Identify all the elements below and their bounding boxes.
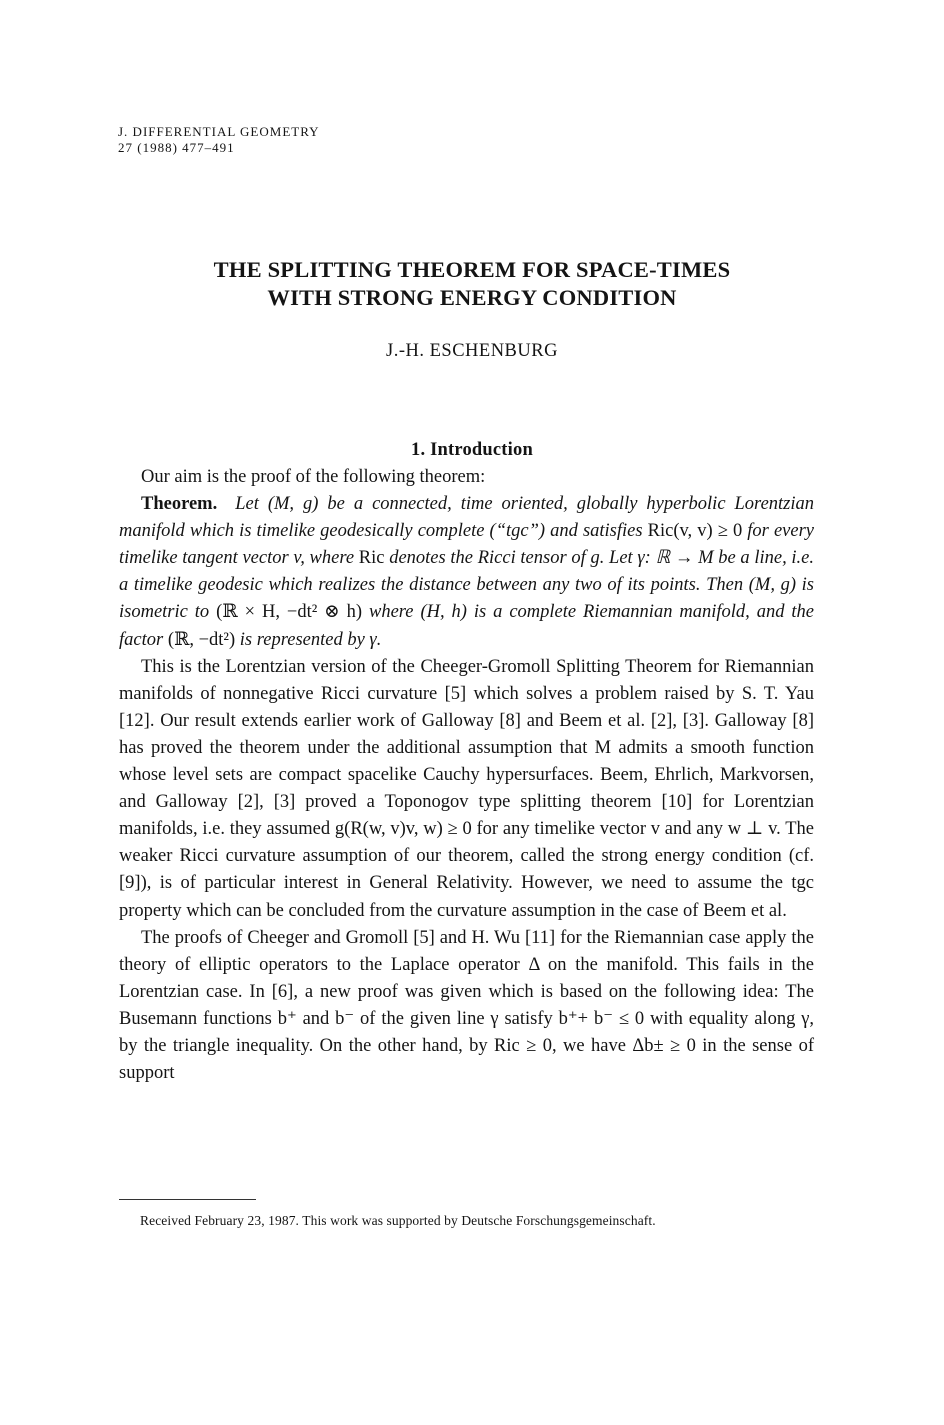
title-line-1: THE SPLITTING THEOREM FOR SPACE-TIMES — [213, 257, 731, 282]
author-name: J.-H. ESCHENBURG — [386, 341, 558, 361]
body-text — [119, 464, 814, 1087]
paper-title — [0, 256, 944, 312]
theorem-ric-condition: Ric(v, v) ≥ 0 — [647, 521, 743, 542]
section-heading: 1. Introduction — [411, 440, 533, 460]
theorem-paragraph — [119, 491, 814, 654]
paragraph-3: The proofs of Cheeger and Gromoll [5] and H. Wu [11] for the Riemannian case apply the theory of elliptic operators to the Laplace operator Δ on the manifold. This fails in the Lorentzian case. In [6], a new proof was given which is based on the following idea: The Busemann functions b⁺ and b⁻ of the given line γ satisfy b⁺+ b⁻ ≤ 0 with equality along γ, by the triangle inequality. On the other hand, by Ric ≥ 0, we have Δb± ≥ 0 in the sense of support — [119, 927, 814, 1084]
intro-paragraph: Our aim is the proof of the following theorem: — [141, 467, 486, 487]
journal-header — [118, 124, 320, 156]
theorem-text-3: denotes the Ricci tensor of g. Let γ: ℝ → M be a line, i.e. a timelike geodesic which realizes the distance between any two of its points. Then (M, g) is isometric to — [119, 548, 814, 623]
paragraph-2: This is the Lorentzian version of the Cheeger-Gromoll Splitting Theorem for Riemannian manifolds of nonnegative Ricci curvature [5] which solves a problem raised by S. T. Yau [12]. Our result extends earlier work of Galloway [8] and Beem et al. [2], [3]. Galloway [8] has proved the theorem under the additional assumption that M admits a smooth function whose level sets are compact spacelike Cauchy hypersurfaces. Beem, Ehrlich, Markvorsen, and Galloway [2], [3] proved a Toponogov type splitting theorem [10] for Lorentzian manifolds, i.e. they assumed g(R(w, v)v, w) ≥ 0 for any timelike vector v and any w ⊥ v. The weaker Ricci curvature assumption of our theorem, called the strong energy condition (cf. [9]), is of particular interest in General Relativity. However, we need to assume the tgc property which can be concluded from the curvature assumption in the case of Beem et al. — [119, 656, 814, 921]
theorem-factor: (ℝ, −dt²) — [167, 629, 236, 650]
theorem-label: Theorem. — [141, 494, 218, 515]
journal-name: J. DIFFERENTIAL GEOMETRY — [118, 124, 320, 139]
title-line-2: WITH STRONG ENERGY CONDITION — [267, 285, 677, 310]
theorem-ric-word: Ric — [358, 548, 385, 569]
theorem-text-4: where (H, h) is a complete Riemannian manifold, and the factor — [119, 602, 814, 650]
theorem-product: (ℝ × H, −dt² ⊗ h) — [216, 602, 363, 623]
footnote-divider — [119, 1199, 256, 1200]
footnote: Received February 23, 1987. This work was supported by Deutsche Forschungsgemeinschaft. — [140, 1213, 656, 1228]
theorem-text-1: Let (M, g) be a connected, time oriented, globally hyperbolic Lorentzian manifold which is timelike geodesically complete (“tgc”) and satisfies — [119, 494, 815, 542]
journal-citation: 27 (1988) 477–491 — [118, 140, 235, 155]
theorem-text-2: for every timelike tangent vector v, where — [119, 521, 814, 569]
theorem-statement — [119, 494, 814, 649]
theorem-text-5: is represented by γ. — [239, 629, 382, 650]
